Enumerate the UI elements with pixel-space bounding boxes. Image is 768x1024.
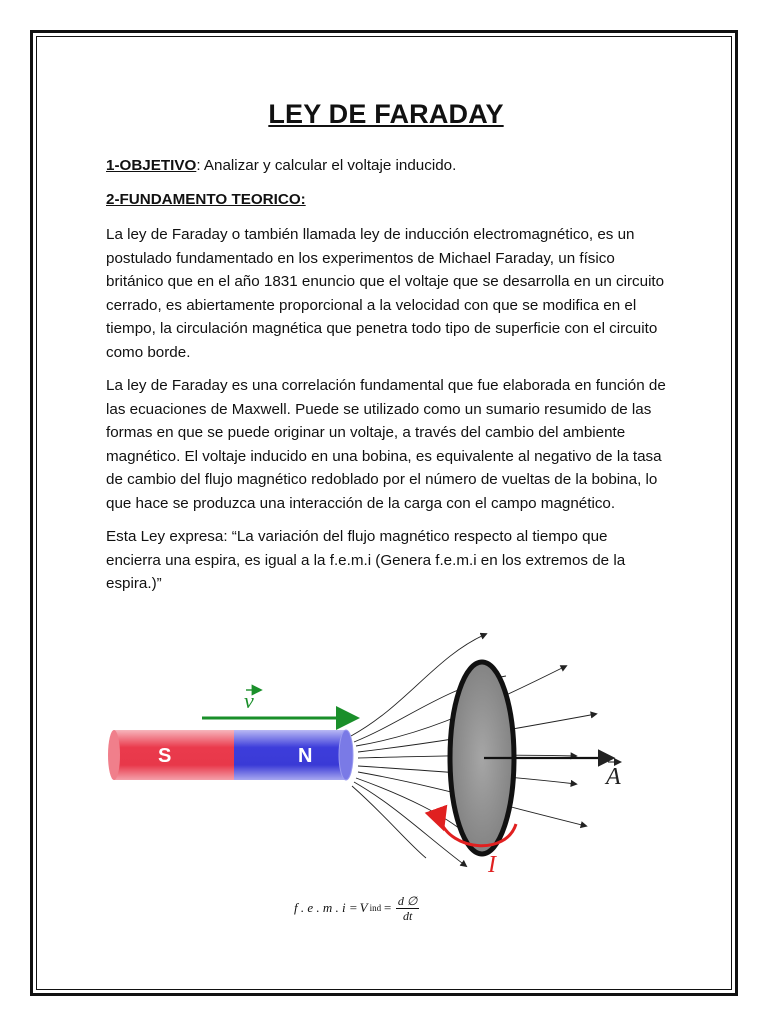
formula-lhs: f . e . m . i = — [294, 900, 358, 915]
fundamento-heading: 2-FUNDAMENTO TEORICO: — [106, 190, 306, 208]
area-label: A — [606, 764, 621, 790]
magnet-south-label: S — [158, 745, 172, 767]
formula-equals: = — [383, 900, 392, 915]
document-title: LEY DE FARADAY — [268, 99, 504, 129]
faraday-figure — [106, 626, 644, 876]
magnet-north-label: N — [298, 745, 313, 767]
formula-numerator: d ∅ — [397, 893, 418, 908]
bar-magnet — [108, 730, 353, 780]
magnet-south-pole — [114, 730, 242, 780]
paragraph-2: La ley de Faraday es una correlación fundamental que fue elaborada en función de las ecuaciones de Maxwell. Puede se utilizado como un sumario resumido de las formas en que se puede originar un voltaje, a través del cambio del ambiente magnético. El voltaje inducido en una bobina, es equivalente al negativo de la tasa de cambio del flujo magnético redoblado por el número de vueltas de la bobina, lo que hace se produzca una interacción de la carga con el campo magnético. — [106, 377, 666, 512]
paragraph-3: Esta Ley expresa: “La variación del flujo magnético respecto al tiempo que encierra una espira, es igual a la f.e.m.i (Genera f.e.m.i en los extremos de la espira.)” — [106, 528, 626, 592]
objective-label: 1-OBJETIVO — [106, 157, 197, 174]
paragraph-1: La ley de Faraday o también llamada ley de inducción electromagnético, es un postulado fundamentado en los experimentos de Michael Faraday, un físico británico que en el año 1831 enuncio que el voltaje que se desarrolla en un circuito cerrado, es abiertamente proporcional a la velocidad con que se modifica en el tiempo, la circulación magnética que penetra todo tipo de superficie con el circuito como borde. — [106, 226, 665, 361]
objective-text: : Analizar y calcular el voltaje inducido. — [196, 157, 457, 174]
document-content — [106, 92, 666, 606]
formula-v: V — [359, 900, 368, 915]
formula-fraction — [396, 894, 419, 923]
current-label: I — [488, 852, 496, 876]
faraday-formula — [294, 888, 419, 928]
velocity-label: v — [244, 688, 254, 713]
formula-subscript: ind — [369, 903, 382, 913]
objective-paragraph — [106, 154, 666, 178]
velocity-arrow — [202, 688, 354, 718]
magnet-north-pole — [234, 730, 346, 780]
formula-denominator: dt — [402, 908, 413, 923]
